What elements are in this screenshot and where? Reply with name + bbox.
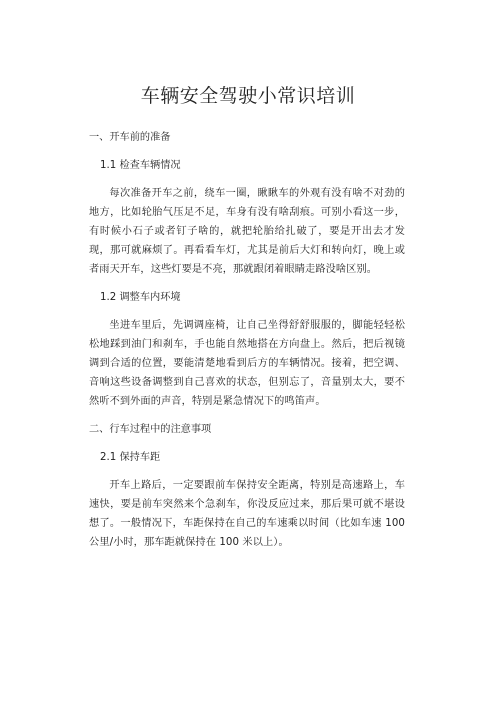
subsection-heading: 1.2 调整车内环境 — [100, 292, 181, 303]
section-heading: 二、行车过程中的注意事项 — [89, 424, 212, 435]
subsection-heading: 2.1 保持车距 — [100, 452, 161, 463]
subsection-heading: 1.1 检查车辆情况 — [100, 160, 181, 171]
body-paragraph: 坐进车里后，先调调座椅，让自己坐得舒舒服服的，脚能轻轻松松地踩到油门和刹车，手也能自然地搭在方向盘上。然后，把后视镜调到合适的位置，要能清楚地看到后方的车辆情况。接着，把空调、音响这些设备调整到自己喜欢的状态，但别忘了，音量别太大，要不然听不到外面的声音，特别是紧急情况下的鸣笛声。 — [89, 320, 405, 407]
body-paragraph: 每次准备开车之前，绕车一圈，瞅瞅车的外观有没有啥不对劲的地方，比如轮胎气压足不足，车身有没有啥刮痕。可别小看这一步，有时候小石子或者钉子啥的，就把轮胎给扎破了，要是开出去才发现，那可就麻烦了。再看看车灯，尤其是前后大灯和转向灯，晚上或者雨天开车，这些灯要是不亮，那就跟闭着眼睛走路没啥区别。 — [89, 188, 405, 275]
body-paragraph: 开车上路后，一定要跟前车保持安全距离，特别是高速路上，车速快，要是前车突然来个急刹车，你没反应过来，那后果可就不堪设想了。一般情况下，车距保持在自己的车速乘以时间（比如车速 100 公里/小时，那车距就保持在 100 米以上）。 — [89, 480, 405, 548]
document-body — [89, 128, 405, 561]
document-title: 车辆安全驾驶小常识培训 — [140, 85, 356, 107]
section-heading: 一、开车前的准备 — [89, 132, 171, 143]
